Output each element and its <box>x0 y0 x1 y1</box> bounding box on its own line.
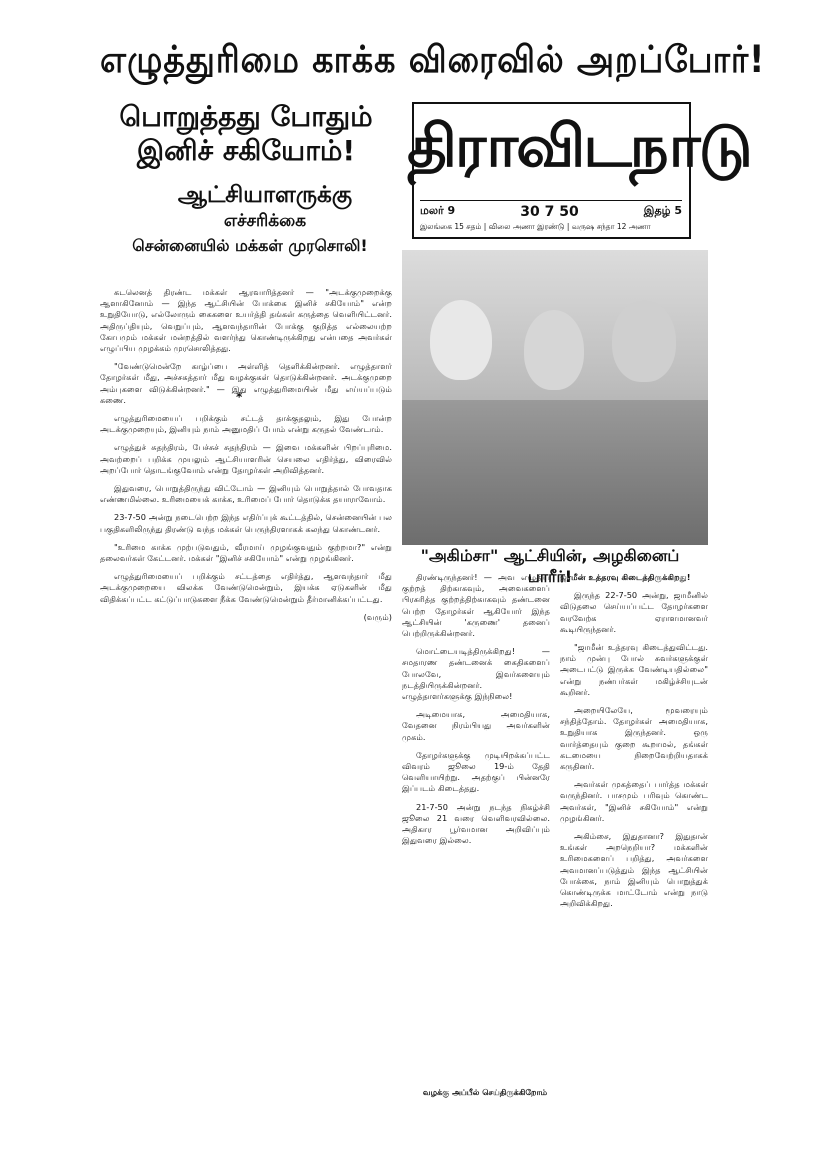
article-column-3 <box>560 572 708 1092</box>
person-right <box>612 300 676 382</box>
malar-label: மலர் 9 <box>420 204 456 217</box>
paragraph: "உரிமை காக்க முற்படுவதும், வீரமாய் முழங்குவதும் குற்றமா?" என்று தலைவர்கள் கேட்டனர். மக்கள் "இனிச் சகியோம்" என்று முழங்கினர். <box>100 541 392 564</box>
paragraph: அடிமையாக, அமைதியாக, வேதனை நிரம்பியது அவர்களின் முகம். <box>402 709 550 742</box>
issue-date: 30 7 50 <box>520 204 579 220</box>
paragraph: "வேண்டுமென்றே காழ்ப்பை அள்ளித் தெளிக்கின்றனர். எழுத்தாளர் தோழர்கள் மீது, அச்சகத்தார் மீது வழக்குகள் தொடுக்கின்றனர். அடக்குமுறை அம்புகளை விடுக்கின்றனர்." — இது எழுத்துரிமையின் மீது எய்யப்படும் கணை. <box>100 361 392 405</box>
subheadline: சென்னையில் மக்கள் முரசொலி! <box>132 236 368 255</box>
headline-warning <box>150 182 380 234</box>
banner-headline: எழுத்துரிமை காக்க விரைவில் அறப்போர்! <box>100 38 766 81</box>
person-center <box>524 310 584 390</box>
price-line: இலங்கை 15 சதம் | விலை அணா இரண்டு | வருஷ சந்தா 12 அணா <box>420 222 651 231</box>
headline-line-2: இனிச் சகியோம்! <box>136 134 356 167</box>
paragraph: எழுத்துரிமையைப் பறிக்கும் சட்டத் தாக்குதலும், இது போன்ற அடக்குமுறையும், இனியும் நாம் அனுமதிப் போம் என்று கருதல் வேண்டாம். <box>100 413 392 435</box>
paragraph: ஜாமீன் உத்தரவு கிடைத்திருக்கிறது! <box>560 572 691 582</box>
paragraph: "ஜாமீன் உத்தரவு கிடைத்துவிட்டது. நாம் முன்பு போல் சுவர்களுக்குள் அடைபட்டு இருக்க வேண்டியதில்லை" என்று நண்பர்கள் மகிழ்ச்சியுடன் கூறினர். <box>560 642 708 697</box>
continued-note: (வரும்) <box>363 611 392 622</box>
paragraph: தோழர்களுக்கு முடியிறக்கப்பட்ட விவரம் ஜூலை 19-ம் தேதி வெளியாயிற்று. அதற்குப் பின்னரே இப்படம் கிடைத்தது. <box>402 749 550 794</box>
paragraph: அறையிலேயே, மூவரையும் சந்தித்தோம். தோழர்கள் அமைதியாக, உறுதியாக இருந்தனர். ஒரு வார்த்தையும் குறை கூறாமல், தங்கள் கடமையை நிறைவேற்றியதாகக் கருதினர். <box>560 705 708 772</box>
paragraph: இருந்த 22-7-50 அன்று, ஜாமீனில் விடுதலை செய்யப்பட்ட தோழர்களை வரவேற்க ஏராளமானவர் கூடியிருந்தனர். <box>560 590 708 634</box>
paragraph: இதுவரை, பொறுத்திருந்து விட்டோம் — இனியும் பொறுத்தால் போவதாக எண்ணமில்லை. உரிமையைக் காக்க, உரிமைப் போர் தொடுக்க தயாராவோம். <box>100 483 392 505</box>
paragraph: எழுத்துச் சுதந்திரம், பேச்சுச் சுதந்திரம் — இவை மக்களின் பிறப்புரிமை. அவற்றைப் பறிக்க முயலும் ஆட்சியாளரின் செயலை எதிர்த்து, விரைவில் அறப்போர் தொடங்குவோம் என்று தோழர்கள் அறிவித்தனர். <box>100 442 392 475</box>
photo-caption: "அகிம்சா" ஆட்சியின், அழகினைப் பாரீர்! <box>420 546 680 586</box>
person-left <box>430 300 492 380</box>
photo-shadow-area <box>402 400 708 545</box>
paragraph: 21-7-50 அன்று நடந்த நிகழ்ச்சி ஜூலை 21 வரை வெளிவரவில்லை. அதிகார பூர்வமான அறிவிப்பும் இதுவரை இல்லை. <box>402 801 550 846</box>
paragraph: கடலெனத் திரண்ட மக்கள் ஆரவாரித்தனர் — "அடக்குமுறைக்கு ஆளாகினோம் — இந்த ஆட்சியின் போக்கை இனிச் சகியோம்" என்ற உறுதியோடு, எல்லோரும் கைகளை உயர்த்தி தங்கள் கருத்தை வெளியிட்டனர். அதிருப்தியும், வெறுப்பும், ஆளவந்தாரின் போக்கு குறித்த எல்லையற்ற கோபமும் மக்கள் மன்றத்தில் வளர்ந்து கொண்டிருக்கிறது என்பதை அவர்கள் எழுப்பிய முழக்கம் முரசொலித்தது. <box>100 287 392 354</box>
masthead <box>407 102 751 239</box>
photograph-three-men <box>402 250 708 545</box>
masthead-issue-row <box>420 200 682 220</box>
article-column-1 <box>100 287 392 1087</box>
paragraph: அகிம்சை, இதுதானா? இதுதான் உங்கள் அறநெறியா? மக்களின் உரிமைகளைப் பறித்து, அவர்களை அவமானப்படுத்தும் இந்த ஆட்சியின் போக்கை, நாம் இனியும் பொறுத்துக் கொண்டிருக்க மாட்டோம் என்று நாடு அறிவிக்கிறது. <box>560 831 708 909</box>
headline-line-4: எச்சரிக்கை <box>223 211 307 231</box>
paragraph: மொட்டையடித்திருக்கிறது! — சமதாரண தண்டனைக் கைதிகளைப் போலவே, இவர்களையும் நடத்தியிருக்கின்றனர். எழுத்தாளர்களுக்கு இந்நிலை! <box>402 646 550 702</box>
headline-line-1: பொறுத்தது போதும் <box>119 100 373 133</box>
masthead-title: திராவிடநாடு <box>407 112 751 180</box>
separator-star: * <box>236 390 243 404</box>
article-column-2 <box>402 572 550 1092</box>
paragraph: திரண்டிருந்தனர்! — அவ எழுதிய குற்றத் திற்காகவும், அவைகளைப் பிரசுரித்த குற்றத்திற்காகவும் தண்டனை பெற்ற தோழர்கள் ஆகியோர் இந்த ஆட்சியின் 'கருணை' தனைப் பெற்றிருக்கின்றனர். <box>402 572 550 639</box>
paragraph: 23-7-50 அன்று நடைபெற்ற இந்த எதிர்ப்புக் கூட்டத்தில், சென்னையின் பல பகுதிகளிலிருந்து திரண்டு வந்த மக்கள் பெருந்திரளாகக் கலந்து கொண்டனர். <box>100 512 392 534</box>
headline-line-3: ஆட்சியாளருக்கு <box>177 182 353 208</box>
headline-main <box>106 100 386 168</box>
column-footer-note: வழக்கு அப்பீல் செய்திருக்கிறோம் <box>422 1088 548 1097</box>
issue-number: இதழ் 5 <box>643 204 682 217</box>
paragraph: எழுத்துரிமையைப் பறிக்கும் சட்டத்தை எதிர்த்து, ஆளவந்தார் மீது அடக்குமுறையை விலக்க வேண்டுமென்றும், இயக்க ஏடுகளின் மீது விதிக்கப்பட்ட கட்டுப்பாடுகளை நீக்க வேண்டுமென்றும் தீர்மானிக்கப்பட்டது. <box>100 571 392 604</box>
paragraph: அவர்கள் முகத்தைப் பார்த்த மக்கள் வருந்தினர். பாசமும் பரிவும் கொண்ட அவர்கள், "இனிச் சகியோம்" என்று முழங்கினர். <box>560 779 708 823</box>
